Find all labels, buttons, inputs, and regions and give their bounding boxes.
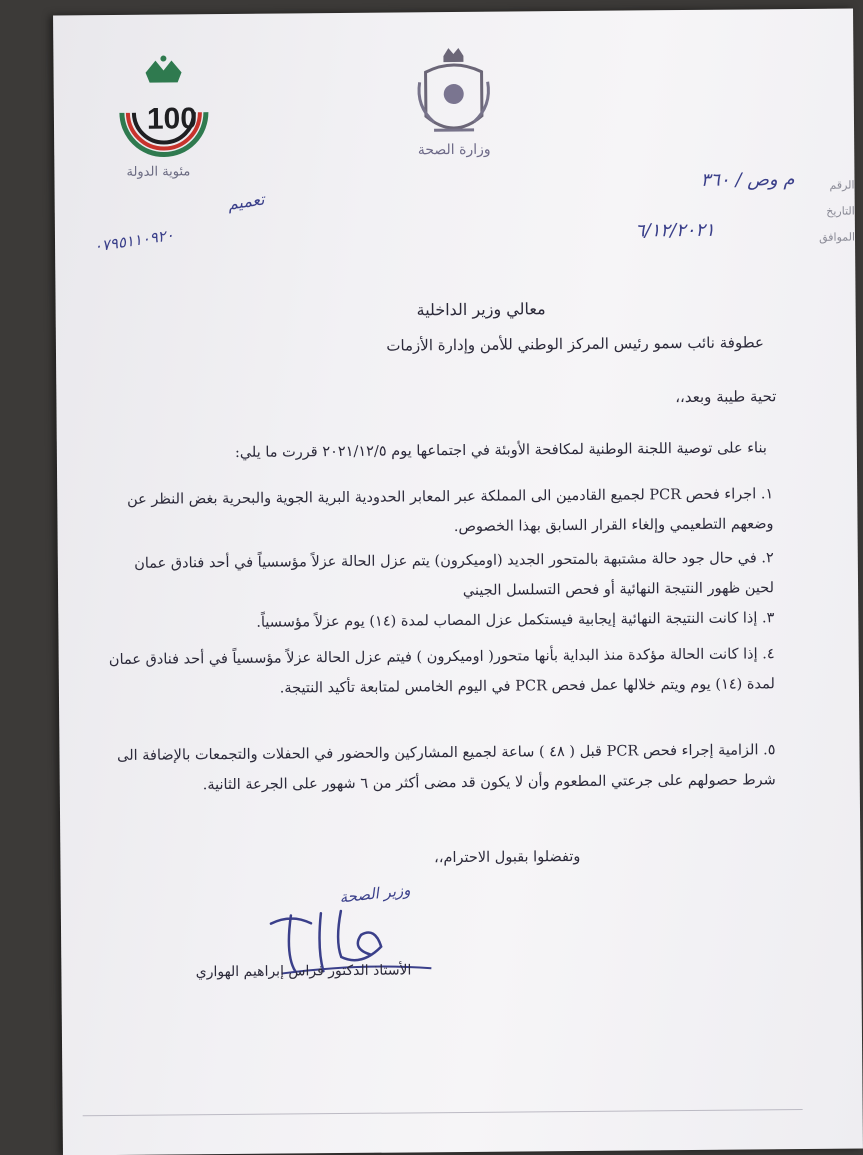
footer-divider xyxy=(83,1109,803,1116)
item-text: إذا كانت النتيجة النهائية إيجابية فيستكمل عزل المصاب لمدة (١٤) يوم عزلاً مؤسسياً. xyxy=(256,610,758,631)
signature-title: وزير الصحة xyxy=(338,880,412,907)
letter-page xyxy=(53,9,863,1155)
intro-paragraph: بناء على توصية اللجنة الوطنية لمكافحة الأوبئة في اجتماعها يوم ٢٠٢١/١٢/٥ قررت ما يلي: xyxy=(234,440,767,461)
decision-item xyxy=(103,479,773,545)
item-number: ٤. xyxy=(762,646,775,663)
handwritten-note-word: تعميم xyxy=(226,189,266,214)
recipient-title: معالي وزير الداخلية xyxy=(416,299,546,320)
item-number: ٢. xyxy=(761,550,774,567)
ministry-name: وزارة الصحة xyxy=(417,141,491,159)
item-text: في حال جود حالة مشتبهة بالمتحور الجديد (اوميكرون) يتم عزل الحالة عزلاً مؤسسياً في أحد فنادق عمان لحين ظهور النتيجة النهائية أو فحص التسلسل الجيني xyxy=(134,550,775,599)
ref-corresponding-value: ٦/١٢/٢٠٢١ xyxy=(634,219,715,242)
item-number: ١. xyxy=(760,486,774,503)
item-text: الزامية إجراء فحص PCR قبل ( ٤٨ ) ساعة لجميع المشاركين والحضور في الحفلات والتجمعات بالإضافة الى شرط حصولهم على جرعتي المطعوم وأن لا يكون قد مضى أكثر من ٦ شهور على الجرعة الثانية. xyxy=(116,742,776,794)
greeting: تحية طيبة وبعد،، xyxy=(675,387,777,407)
item-text: إذا كانت الحالة مؤكدة منذ البداية بأنها متحور( اوميكرون ) فيتم عزل الحالة عزلاً مؤسسياً في أحد فنادق عمان لمدة (١٤) يوم ويتم خلالها عمل فحص PCR في اليوم الخامس لمتابعة تأكيد النتيجة. xyxy=(108,646,775,697)
decision-item xyxy=(104,543,774,609)
ref-number-value: م وص / ٣٦٠ xyxy=(700,169,795,191)
item-number: ٣. xyxy=(761,610,775,627)
centennial-caption: مئوية الدولة xyxy=(126,164,191,180)
centennial-number: 100 xyxy=(146,102,198,136)
recipient-subtitle: عطوفة نائب سمو رئيس المركز الوطني للأمن وإدارة الأزمات xyxy=(386,333,764,355)
ref-date-label: التاريخ xyxy=(826,204,855,218)
decision-item xyxy=(104,603,774,639)
decision-item xyxy=(105,639,775,705)
signer-name: الأستاذ الدكتور فراس إبراهيم الهواري xyxy=(195,962,412,981)
decision-item xyxy=(105,735,775,801)
item-text: اجراء فحص PCR لجميع القادمين الى المملكة عبر المعابر الحدودية البرية الجوية والبحرية بغض النظر عن وضعهم التطعيمي وإلغاء القرار السابق بهذا الخصوص. xyxy=(127,486,774,536)
item-number: ٥. xyxy=(763,742,776,759)
crest-emblem xyxy=(413,42,494,143)
closing-line: وتفضلوا بقبول الاحترام،، xyxy=(434,848,581,867)
handwritten-note-phone: ٠٧٩٥١١٠٩٢٠ xyxy=(92,225,175,256)
ref-number-label: الرقم xyxy=(829,178,855,192)
ref-corresponding-label: الموافق xyxy=(818,230,856,244)
